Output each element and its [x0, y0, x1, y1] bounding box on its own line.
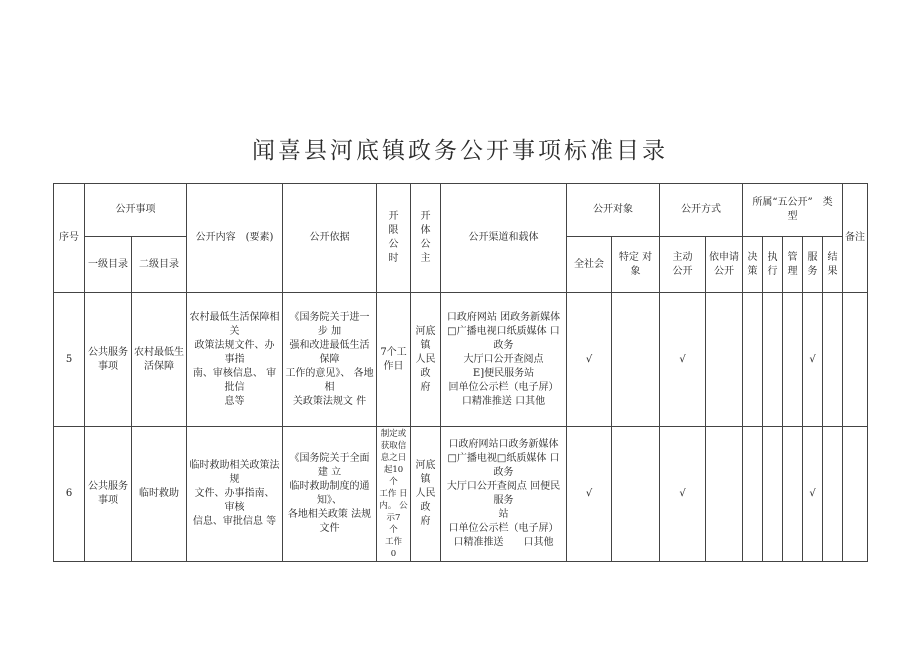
- row-subject: 河底镇 人民政 府: [415, 460, 436, 527]
- header-subject: 开 体 公 主: [420, 211, 431, 264]
- row-channel: 口政府网站 团政务新媒体 □广播电视口纸质媒体 口政务 大厅口公开查阅点 E]便民服务站 回单位公示栏（电子屏） 口精准推送 口其他: [446, 311, 561, 407]
- row-target-all-check: √: [567, 427, 612, 562]
- row-execution-check: [763, 427, 783, 562]
- header-target-all: 全社会: [567, 237, 612, 293]
- row-management-check: [783, 293, 803, 427]
- row-basis: 《国务院关于全面建 立 临时救助制度的通 知》、 各地相关政策 法规文件: [287, 453, 372, 534]
- row-seq: 6: [54, 427, 85, 562]
- row-service-check: √: [803, 427, 823, 562]
- header-method-active: 主动 公开: [672, 251, 693, 277]
- row-channel: 口政府网站口政务新媒体 □广播电视□纸质媒体 口政务 大厅口公开查阅点 回便民服务 站 口单位公示栏（电子屏） 口精准推送 口其他: [446, 439, 561, 548]
- row-result-check: [823, 427, 843, 562]
- header-item: 公开事项: [85, 184, 187, 237]
- row-level1: 公共服务 事项: [88, 481, 128, 506]
- row-basis: 《国务院关于进一步 加 强和改进最低生活 保障 工作的意见》、 各地相 关政策法规文 件: [285, 311, 374, 407]
- header-management: 管 理: [787, 251, 798, 277]
- table-row: [54, 427, 868, 562]
- row-target-specific-check: [612, 427, 660, 562]
- header-target-specific: 特定 对 象: [618, 251, 653, 277]
- header-decision: 决 策: [747, 251, 758, 277]
- row-subject: 河底镇 人民政 府: [415, 325, 436, 393]
- row-level2: 临时救助: [139, 488, 179, 499]
- header-channel: 公开渠道和载体: [441, 184, 567, 293]
- row-level1: 公共服务 事项: [88, 346, 128, 372]
- row-content: 农村最低生活保障相 关 政策法规文件、办 事指 南、审核信息、 审批信 息等: [189, 311, 280, 407]
- row-method-request-check: [706, 427, 743, 562]
- row-execution-check: [763, 293, 783, 427]
- header-basis: 公开依据: [283, 184, 377, 293]
- header-target: 公开对象: [567, 184, 660, 237]
- row-level2: 农村最低生 活保障: [134, 346, 184, 372]
- row-remark: [843, 427, 868, 562]
- row-service-check: √: [803, 293, 823, 427]
- header-remark: 备注: [843, 184, 868, 293]
- header-seq: 序号: [54, 184, 85, 293]
- row-method-active-check: √: [660, 293, 706, 427]
- row-seq: 5: [54, 293, 85, 427]
- row-management-check: [783, 427, 803, 562]
- row-target-all-check: √: [567, 293, 612, 427]
- header-time-limit: 开 限 公 时: [388, 211, 399, 264]
- row-result-check: [823, 293, 843, 427]
- header-five-public: 所属“五公开” 类 型: [752, 197, 833, 222]
- row-decision-check: [743, 293, 763, 427]
- header-method-request: 依申请 公开: [709, 251, 739, 277]
- row-time-limit: 制定或 获取信 息之日 起10 个 工作 日 内。 公 示7 个 工作 0: [379, 429, 408, 559]
- catalog-table: [53, 183, 868, 562]
- row-remark: [843, 293, 868, 427]
- table-row: [54, 293, 868, 427]
- header-result: 结 果: [827, 251, 838, 277]
- row-content: 临时救助相关政策法 规 文件、办事指南、 审核 信息、审批信息 等: [189, 460, 280, 527]
- row-decision-check: [743, 427, 763, 562]
- header-content: 公开内容 (要素): [187, 184, 283, 293]
- row-method-active-check: √: [660, 427, 706, 562]
- header-level1: 一级目录: [85, 237, 132, 293]
- header-service: 服 务: [807, 251, 818, 277]
- header-level2: 二级目录: [132, 237, 187, 293]
- header-execution: 执 行: [767, 251, 778, 277]
- header-method: 公开方式: [660, 184, 743, 237]
- row-time-limit: 7个工 作日: [380, 346, 407, 372]
- row-method-request-check: [706, 293, 743, 427]
- row-target-specific-check: [612, 293, 660, 427]
- page-title: 闻喜县河底镇政务公开事项标准目录: [252, 138, 668, 164]
- header-row-1: [54, 184, 868, 237]
